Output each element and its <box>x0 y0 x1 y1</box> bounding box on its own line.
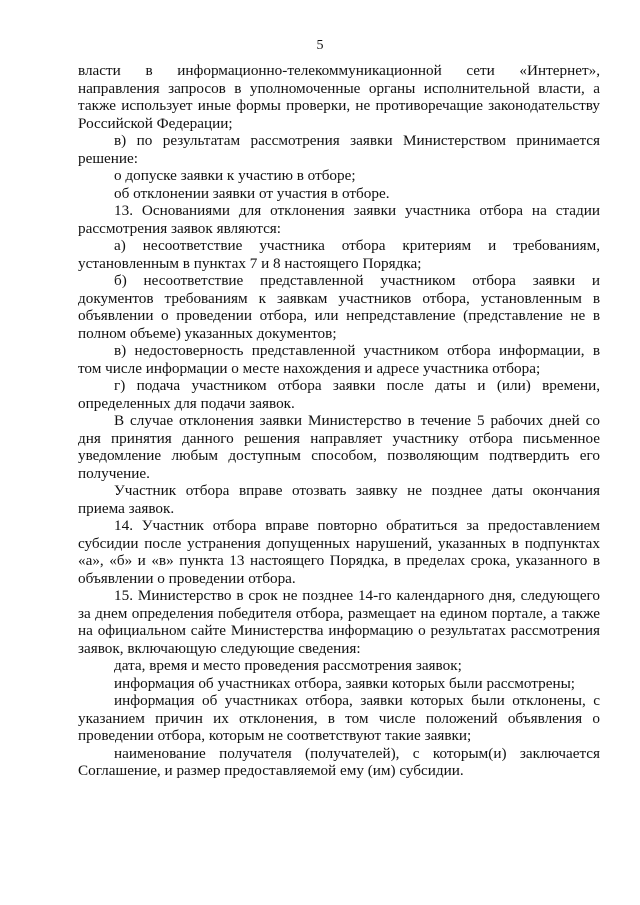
paragraph-withdraw: Участник отбора вправе отозвать заявку не позднее даты окончания приема заявок. <box>78 482 600 517</box>
paragraph-13-v: в) недостоверность представленной участником отбора информации, в том числе информации о месте нахождения и адресе участника отбора; <box>78 342 600 377</box>
paragraph-section-14: 14. Участник отбора вправе повторно обратиться за предоставлением субсидии после устранения допущенных нарушений, указанных в подпунктах «а», «б» и «в» пункта 13 настоящего Порядка, в пределах срока, указанного в объявлении о проведении отбора. <box>78 517 600 587</box>
paragraph-13-b: б) несоответствие представленной участником отбора заявки и документов требованиям к заявкам участников отбора, установленным в объявлении о проведении отбора, или непредставление (представление не в полном объеме) указанных документов; <box>78 272 600 342</box>
paragraph-section-13: 13. Основаниями для отклонения заявки участника отбора на стадии рассмотрения заявок являются: <box>78 202 600 237</box>
page-number: 5 <box>316 38 324 53</box>
document-body <box>78 62 600 780</box>
paragraph-admit: о допуске заявки к участию в отборе; <box>114 167 356 184</box>
paragraph-15-reviewed: информация об участниках отбора, заявки которых были рассмотрены; <box>114 674 576 692</box>
paragraph-reject: об отклонении заявки от участия в отборе. <box>114 184 390 202</box>
paragraph-15-recipient: наименование получателя (получателей), с которым(и) заключается Соглашение, и размер предоставляемой ему (им) субсидии. <box>78 744 600 779</box>
paragraph-15-rejected: информация об участниках отбора, заявки которых были отклонены, с указанием причин их отклонения, в том числе положений объявления о проведении отбора, которым не соответствуют такие заявки; <box>78 692 600 744</box>
paragraph-section-15: 15. Министерство в срок не позднее 14-го календарного дня, следующего за днем определения победителя отбора, размещает на едином портале, а также на официальном сайте Министерства информацию о результатах рассмотрения заявок, включающую следующие сведения: <box>78 587 600 657</box>
paragraph-rejection-notice: В случае отклонения заявки Министерство в течение 5 рабочих дней со дня принятия данного решения направляет участнику отбора письменное уведомление любым доступным способом, позволяющим подтвердить его получение. <box>78 412 600 482</box>
paragraph-item-v-decision: в) по результатам рассмотрения заявки Министерством принимается решение: <box>78 132 600 167</box>
paragraph-13-a: а) несоответствие участника отбора критериям и требованиям, установленным в пунктах 7 и 8 настоящего Порядка; <box>78 237 600 272</box>
paragraph-13-g: г) подача участником отбора заявки после даты и (или) времени, определенных для подачи заявок. <box>78 377 600 412</box>
paragraph-continuation: власти в информационно-телекоммуникационной сети «Интернет», направления запросов в уполномоченные органы исполнительной власти, а также использует иные формы проверки, не противоречащие законодательству Российской Федерации; <box>78 62 600 132</box>
paragraph-15-date: дата, время и место проведения рассмотрения заявок; <box>114 657 462 674</box>
